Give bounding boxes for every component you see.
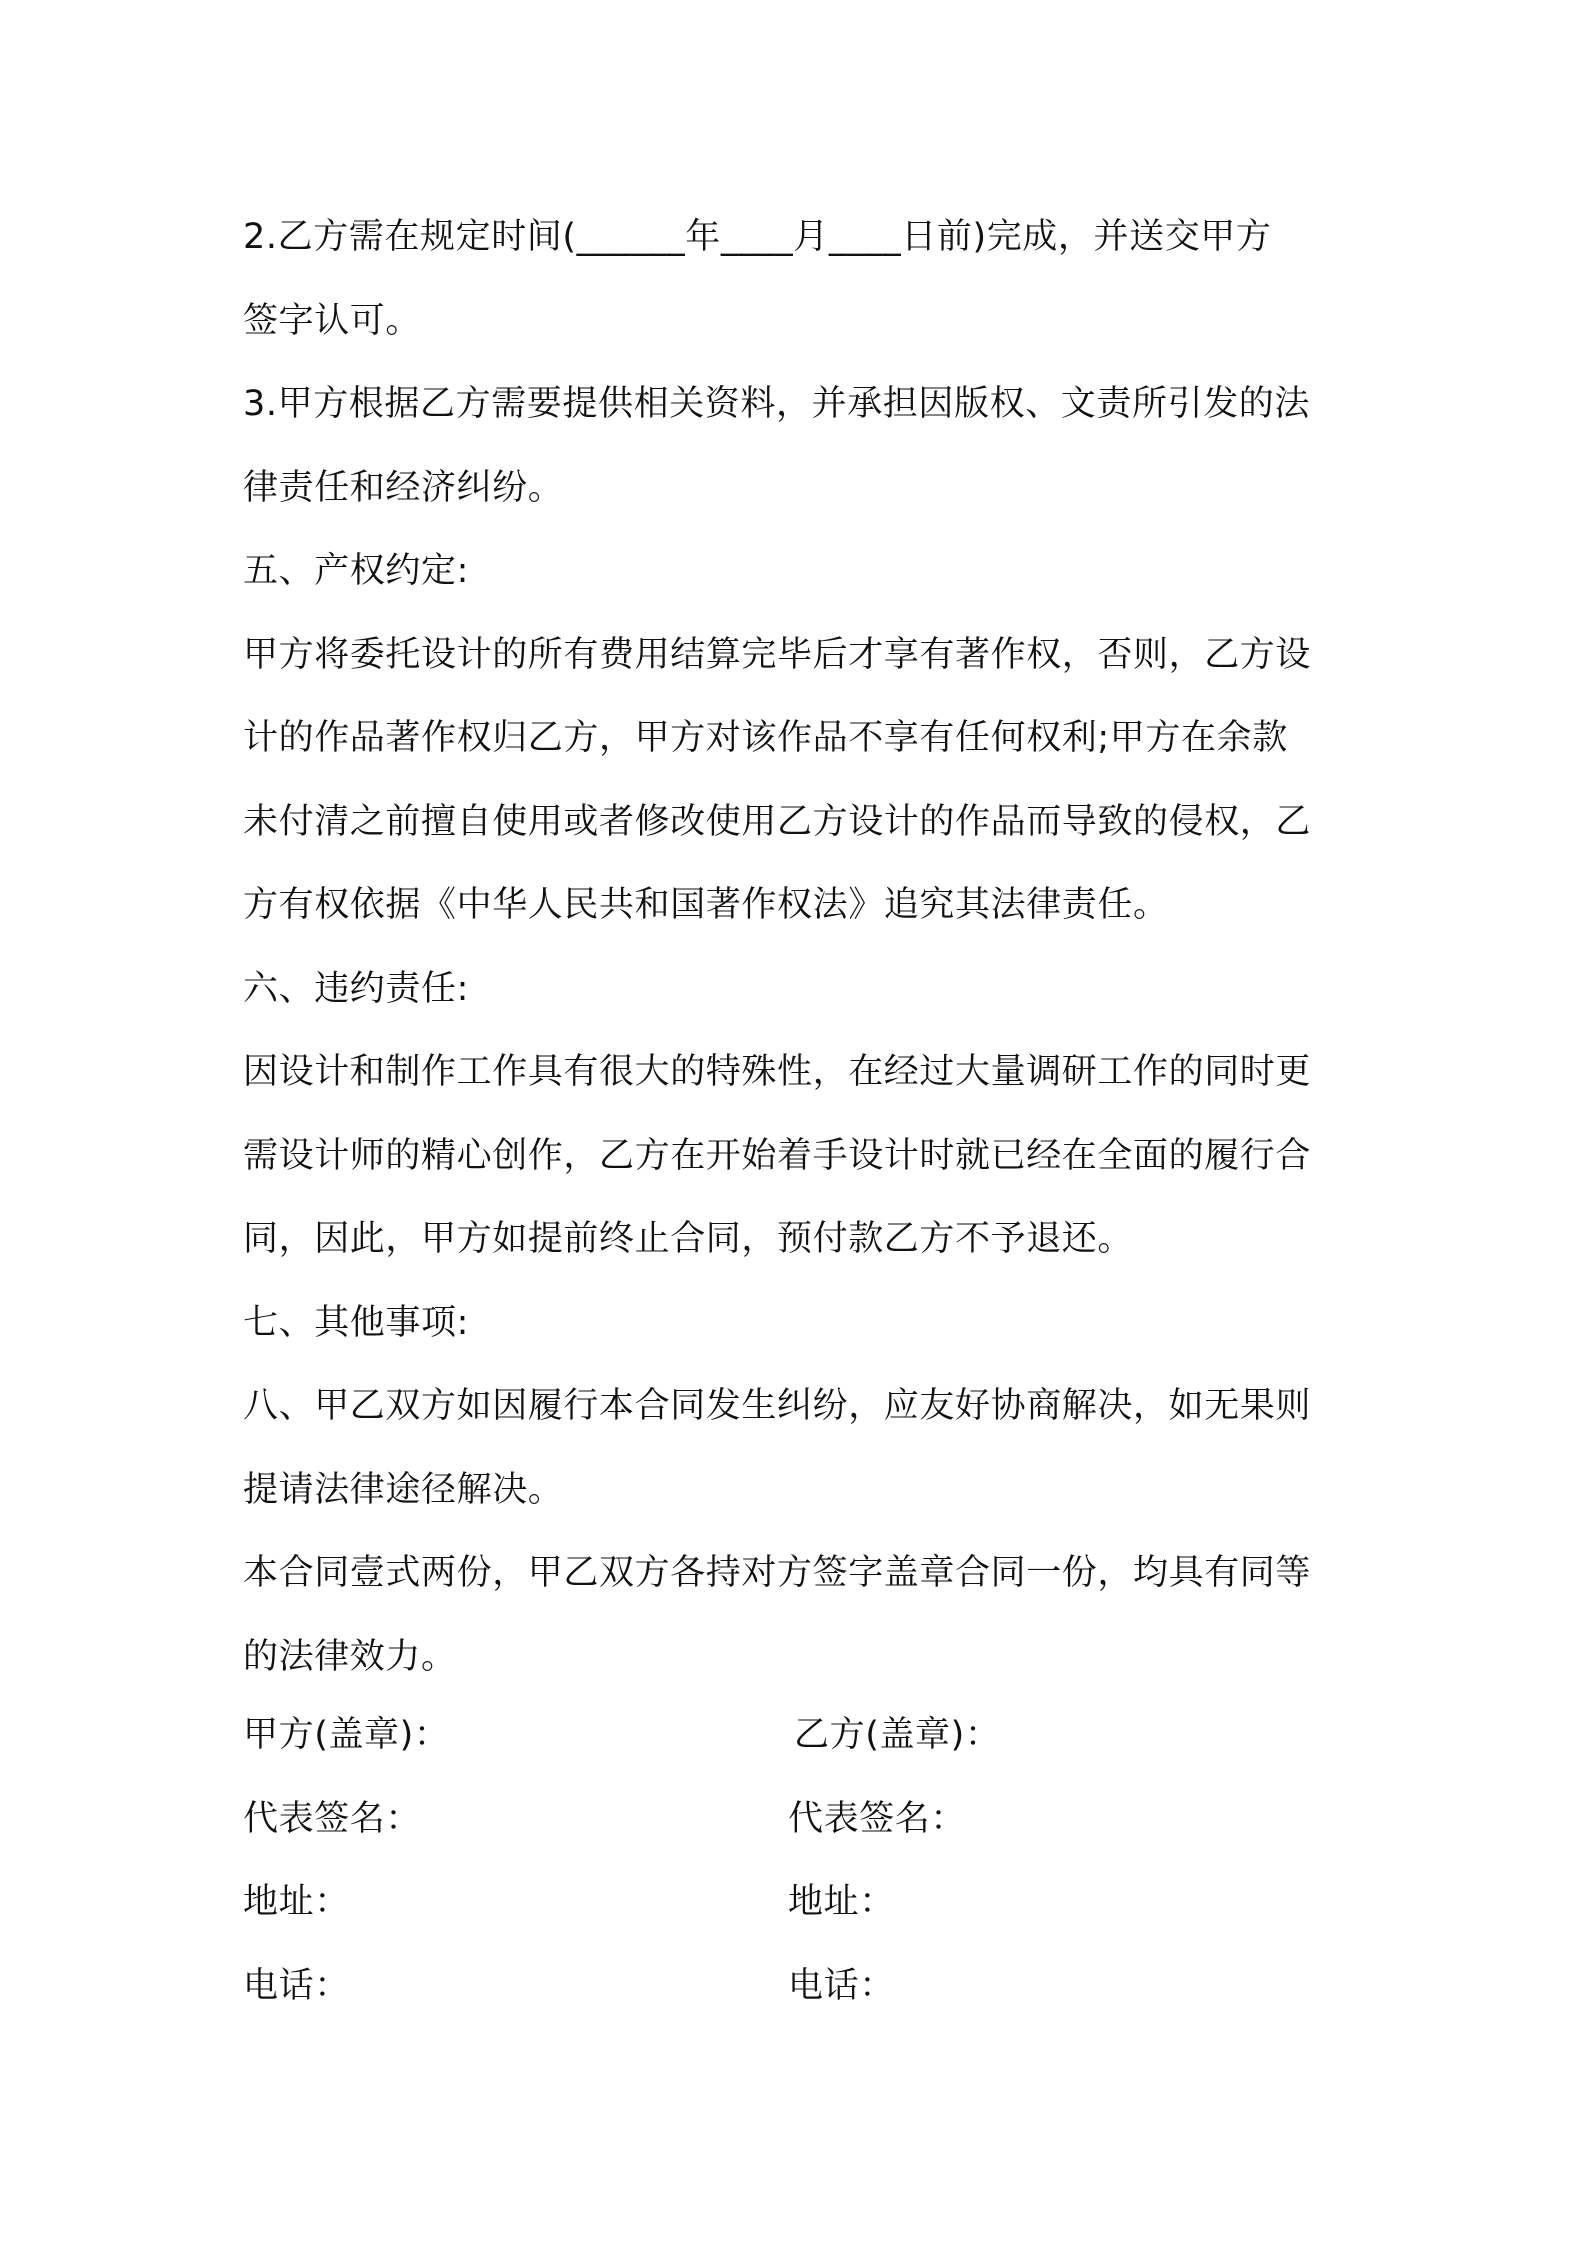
text-line: 因设计和制作工作具有很大的特殊性，在经过大量调研工作的同时更	[243, 1052, 1312, 1092]
text-line: 未付清之前擅自使用或者修改使用乙方设计的作品而导致的侵权，乙	[243, 801, 1312, 842]
text-line: 2.乙方需在规定时间(______年____月____日前)完成，并送交甲方	[243, 217, 1272, 257]
text-line: 3.甲方根据乙方需要提供相关资料，并承担因版权、文责所引发的法	[243, 384, 1310, 424]
signature-row-phone	[243, 1945, 1353, 2029]
text-line: 方有权依据《中华人民共和国著作权法》追究其法律责任。	[243, 885, 1169, 925]
text-line: 需设计师的精心创作，乙方在开始着手设计时就已经在全面的履行合	[243, 1135, 1312, 1176]
text-line: 八、甲乙双方如因履行本合同发生纠纷，应友好协商解决，如无果则	[243, 1386, 1312, 1426]
signature-row-representative	[243, 1778, 1353, 1862]
section-heading: 七、其他事项:	[243, 1302, 469, 1343]
text-line: 同，因此，甲方如提前终止合同，预付款乙方不予退还。	[243, 1219, 1134, 1259]
party-a-address-label: 地址：	[243, 1882, 350, 1922]
text-line: 提请法律途径解决。	[243, 1469, 564, 1510]
text-line: 甲方将委托设计的所有费用结算完毕后才享有著作权，否则，乙方设	[243, 634, 1312, 675]
contract-body	[243, 196, 1353, 1699]
text-line: 本合同壹式两份，甲乙双方各持对方签字盖章合同一份，均具有同等	[243, 1553, 1312, 1593]
signature-block	[243, 1694, 1353, 2028]
party-a-seal-label: 甲方(盖章)：	[243, 1715, 450, 1755]
section-heading: 六、违约责任:	[243, 968, 469, 1009]
text-line: 签字认可。	[243, 300, 422, 341]
party-a-phone-label: 电话：	[243, 1965, 350, 2006]
text-line: 的法律效力。	[243, 1636, 457, 1677]
party-a-representative-label: 代表签名：	[243, 1798, 422, 1839]
party-b-seal-label: 乙方(盖章)：	[794, 1715, 1001, 1755]
party-b-address-label: 地址：	[788, 1882, 895, 1922]
signature-row-seal	[243, 1694, 1353, 1778]
signature-row-address	[243, 1861, 1353, 1945]
text-line: 计的作品著作权归乙方，甲方对该作品不享有任何权利;甲方在余款	[243, 718, 1288, 758]
section-heading: 五、产权约定:	[243, 551, 469, 591]
text-line: 律责任和经济纠纷。	[243, 467, 564, 508]
party-b-phone-label: 电话：	[788, 1965, 895, 2006]
party-b-representative-label: 代表签名：	[788, 1798, 967, 1839]
